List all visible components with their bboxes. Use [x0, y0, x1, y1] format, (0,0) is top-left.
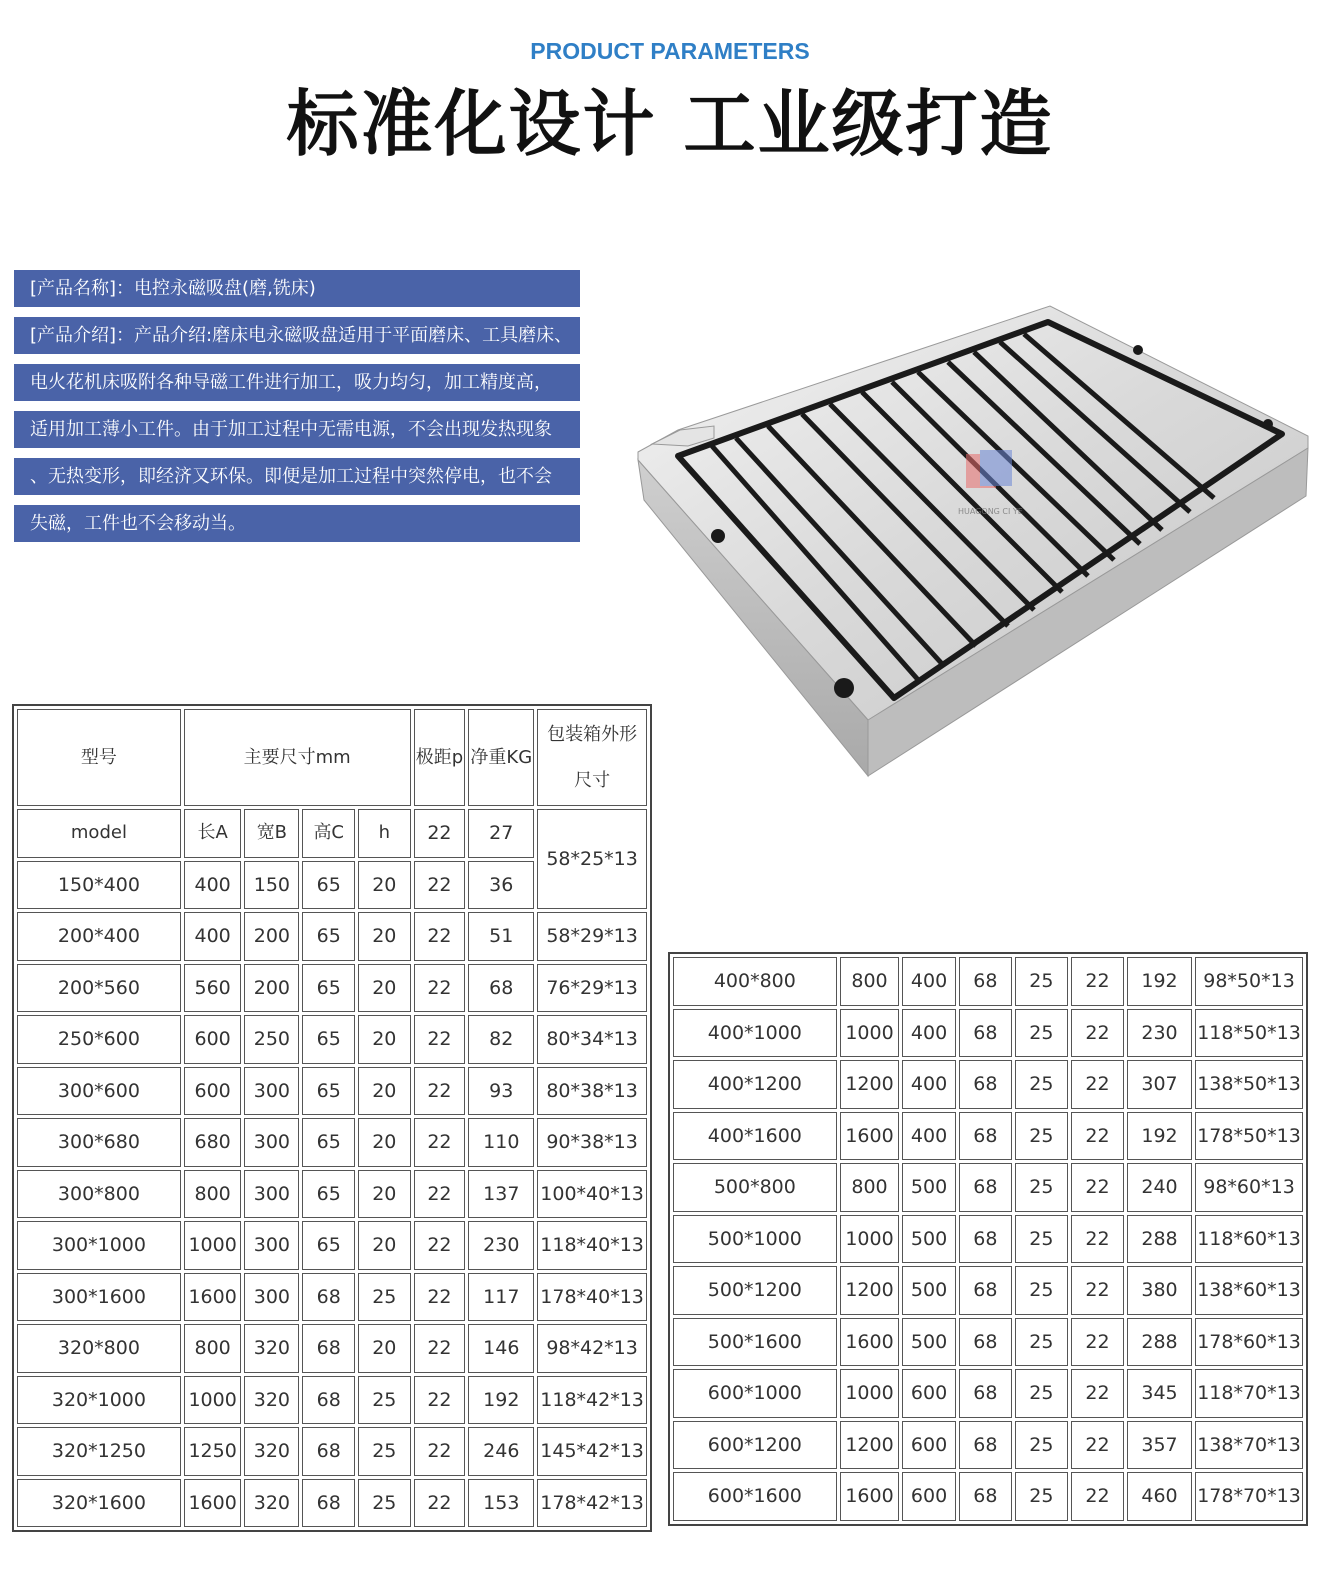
table-cell: 22: [414, 1427, 466, 1476]
table-cell: 25: [1015, 1112, 1068, 1161]
table-cell: 80*34*13: [537, 1015, 647, 1064]
info-line: 失磁，工件也不会移动当。: [14, 505, 580, 542]
table-cell: 400*1000: [673, 1009, 837, 1058]
table-cell: 320: [244, 1479, 299, 1528]
table-cell: 320*1000: [17, 1376, 181, 1425]
subheader-b: 宽B: [244, 809, 299, 858]
header-weight: 净重KG: [468, 709, 534, 806]
table-cell: 22: [414, 1221, 466, 1270]
table-cell: 192: [1127, 957, 1192, 1006]
spec-table-left: [12, 704, 652, 1532]
table-cell: 1000: [184, 1376, 242, 1425]
product-info: [14, 270, 580, 552]
table-cell: 22: [414, 1118, 466, 1167]
table-cell: 68: [959, 1009, 1012, 1058]
table-cell: 68: [959, 1163, 1012, 1212]
table-cell: 22: [1071, 1266, 1124, 1315]
table-cell: 22: [414, 912, 466, 961]
table-cell: 65: [302, 964, 355, 1013]
table-cell: 246: [468, 1427, 534, 1476]
table-cell: 320*1600: [17, 1479, 181, 1528]
table-row: [17, 1479, 647, 1528]
table-cell: 22: [1071, 1472, 1124, 1521]
table-cell: 400: [902, 1112, 955, 1161]
table-cell: 22: [1071, 1112, 1124, 1161]
header-box: [537, 709, 647, 806]
table-cell: 25: [358, 1376, 410, 1425]
table-cell: 76*29*13: [537, 964, 647, 1013]
table-cell: 178*40*13: [537, 1273, 647, 1322]
table-cell: 1000: [840, 1369, 900, 1418]
table-cell: 22: [1071, 1163, 1124, 1212]
table-cell: 300*600: [17, 1067, 181, 1116]
table-cell: 68: [468, 964, 534, 1013]
table-row: [673, 1472, 1303, 1521]
table-cell: 98*60*13: [1195, 1163, 1303, 1212]
subheader-h: h: [358, 809, 410, 858]
table-cell: 22: [1071, 1009, 1124, 1058]
magnetic-chuck-image: [630, 300, 1320, 790]
table-cell: 22: [1071, 1421, 1124, 1470]
table-header-row: [17, 709, 647, 806]
table-cell: 1000: [184, 1221, 242, 1270]
table-row: [17, 1118, 647, 1167]
table-cell: 65: [302, 1067, 355, 1116]
table-cell: 200: [244, 964, 299, 1013]
table-cell: 22: [414, 1324, 466, 1373]
table-cell: 117: [468, 1273, 534, 1322]
table-cell: 20: [358, 1170, 410, 1219]
table-cell: 357: [1127, 1421, 1192, 1470]
table-row: [673, 957, 1303, 1006]
table-cell: 20: [358, 1118, 410, 1167]
table-cell: 25: [1015, 1266, 1068, 1315]
table-row: [17, 964, 647, 1013]
table-row: [17, 1067, 647, 1116]
table-cell: 65: [302, 1015, 355, 1064]
table-cell: 20: [358, 1067, 410, 1116]
table-cell: 680: [184, 1118, 242, 1167]
table-cell: 600: [184, 1067, 242, 1116]
table-cell: 98*42*13: [537, 1324, 647, 1373]
table-cell: 1200: [840, 1421, 900, 1470]
table-cell: 300: [244, 1221, 299, 1270]
table-cell: 600: [184, 1015, 242, 1064]
table-row: [673, 1009, 1303, 1058]
table-cell: 460: [1127, 1472, 1192, 1521]
table-cell: 192: [468, 1376, 534, 1425]
table-cell: 800: [184, 1170, 242, 1219]
table-cell: 300: [244, 1170, 299, 1219]
table-cell: 25: [1015, 1472, 1068, 1521]
table-cell: 500*1200: [673, 1266, 837, 1315]
table-cell: 1200: [840, 1060, 900, 1109]
table-cell: 345: [1127, 1369, 1192, 1418]
table-cell: 22: [414, 1170, 466, 1219]
table-cell: 68: [302, 1479, 355, 1528]
table-cell: 22: [414, 1015, 466, 1064]
table-cell: 1600: [840, 1318, 900, 1367]
table-cell: 500*1000: [673, 1215, 837, 1264]
table-cell: 400: [902, 1060, 955, 1109]
table-cell: 82: [468, 1015, 534, 1064]
table-row: [673, 1421, 1303, 1470]
table-cell: 600*1200: [673, 1421, 837, 1470]
header-box-line1: 包装箱外形: [547, 723, 638, 745]
table-row: [673, 1266, 1303, 1315]
table-cell: 68: [959, 1266, 1012, 1315]
table-cell: 500: [902, 1215, 955, 1264]
table-cell: 22: [414, 861, 466, 910]
table-cell: 25: [358, 1479, 410, 1528]
table-cell: 600*1000: [673, 1369, 837, 1418]
table-cell: 110: [468, 1118, 534, 1167]
table-cell: 68: [959, 1369, 1012, 1418]
table-cell: 300*680: [17, 1118, 181, 1167]
header-pole: 极距p: [414, 709, 466, 806]
info-line: [产品介绍]：产品介绍:磨床电永磁吸盘适用于平面磨床、工具磨床、: [14, 317, 580, 354]
table-cell: 98*50*13: [1195, 957, 1303, 1006]
table-cell: 25: [1015, 1060, 1068, 1109]
table-cell: 100*40*13: [537, 1170, 647, 1219]
table-cell: 1600: [184, 1273, 242, 1322]
table-row: [673, 1369, 1303, 1418]
table-cell: 400*1600: [673, 1112, 837, 1161]
table-cell: 600: [902, 1472, 955, 1521]
table-cell: 22: [1071, 957, 1124, 1006]
table-cell: 600: [902, 1369, 955, 1418]
table-cell: 65: [302, 1170, 355, 1219]
table-cell: 68: [959, 1215, 1012, 1264]
table-cell: 250*600: [17, 1015, 181, 1064]
header-box-line2: 尺寸: [574, 769, 611, 791]
table-cell: 138*60*13: [1195, 1266, 1303, 1315]
table-cell: 68: [959, 957, 1012, 1006]
table-cell: 90*38*13: [537, 1118, 647, 1167]
table-row: [673, 1060, 1303, 1109]
table-cell: 307: [1127, 1060, 1192, 1109]
table-cell: 68: [959, 1318, 1012, 1367]
table-cell: 68: [959, 1060, 1012, 1109]
table-cell: 230: [468, 1221, 534, 1270]
header-model: 型号: [17, 709, 181, 806]
table-row: [17, 1376, 647, 1425]
table-cell: 600*1600: [673, 1472, 837, 1521]
table-cell: 320*1250: [17, 1427, 181, 1476]
table-cell: 300*800: [17, 1170, 181, 1219]
table-cell: 36: [468, 861, 534, 910]
table-cell: 150: [244, 861, 299, 910]
table-cell: 1250: [184, 1427, 242, 1476]
table-cell: 65: [302, 1118, 355, 1167]
table-cell: 1600: [840, 1472, 900, 1521]
table-row: [17, 1170, 647, 1219]
table-cell: 68: [302, 1427, 355, 1476]
table-cell: 65: [302, 912, 355, 961]
table-cell: 400*800: [673, 957, 837, 1006]
table-cell: 320: [244, 1427, 299, 1476]
table-cell: 22: [414, 1067, 466, 1116]
table-cell: 68: [302, 1324, 355, 1373]
table-cell: 138*70*13: [1195, 1421, 1303, 1470]
table-cell: 800: [840, 1163, 900, 1212]
table-cell: 178*60*13: [1195, 1318, 1303, 1367]
table-cell: 25: [1015, 1369, 1068, 1418]
table-row: [673, 1318, 1303, 1367]
table-cell: 68: [959, 1112, 1012, 1161]
table-cell: 146: [468, 1324, 534, 1373]
subheader-weight: 27: [468, 809, 534, 858]
table-cell: 500*800: [673, 1163, 837, 1212]
table-cell: 22: [414, 1479, 466, 1528]
table-cell: 22: [1071, 1318, 1124, 1367]
info-line: [产品名称]：电控永磁吸盘(磨,铣床): [14, 270, 580, 307]
table-cell: 68: [302, 1376, 355, 1425]
table-cell: 65: [302, 1221, 355, 1270]
table-cell: 22: [414, 1273, 466, 1322]
table-cell: 22: [1071, 1215, 1124, 1264]
table-cell: 400: [902, 957, 955, 1006]
table-row: [17, 1324, 647, 1373]
table-cell: 800: [840, 957, 900, 1006]
table-cell: 600: [902, 1421, 955, 1470]
table-cell: 240: [1127, 1163, 1192, 1212]
table-cell: 200: [244, 912, 299, 961]
table-cell: 22: [414, 964, 466, 1013]
table-cell: 22: [1071, 1369, 1124, 1418]
subheader-pole: 22: [414, 809, 466, 858]
table-cell: 320*800: [17, 1324, 181, 1373]
table-cell: 118*60*13: [1195, 1215, 1303, 1264]
table-cell: 300: [244, 1118, 299, 1167]
table-row: [17, 1221, 647, 1270]
table-cell: 20: [358, 1324, 410, 1373]
table-row: [673, 1112, 1303, 1161]
table-cell: 145*42*13: [537, 1427, 647, 1476]
table-cell: 80*38*13: [537, 1067, 647, 1116]
table-cell: 118*40*13: [537, 1221, 647, 1270]
table-cell: 400: [902, 1009, 955, 1058]
header-dimensions: 主要尺寸mm: [184, 709, 411, 806]
table-cell: 230: [1127, 1009, 1192, 1058]
info-line: 、无热变形，即经济又环保。即便是加工过程中突然停电，也不会: [14, 458, 580, 495]
table-cell: 500: [902, 1163, 955, 1212]
spec-table-right: [668, 952, 1308, 1526]
table-cell: 500: [902, 1266, 955, 1315]
table-cell: 250: [244, 1015, 299, 1064]
table-cell: 118*50*13: [1195, 1009, 1303, 1058]
table-cell: 178*42*13: [537, 1479, 647, 1528]
subheader-c: 高C: [302, 809, 355, 858]
table-cell: 320: [244, 1324, 299, 1373]
table-cell: 137: [468, 1170, 534, 1219]
page-title: 标准化设计 工业级打造: [286, 82, 1054, 166]
table-cell: 25: [1015, 1215, 1068, 1264]
table-cell: 68: [959, 1421, 1012, 1470]
table-cell: 22: [1071, 1060, 1124, 1109]
table-cell: 153: [468, 1479, 534, 1528]
table-row: [17, 1015, 647, 1064]
table-cell: 20: [358, 1221, 410, 1270]
table-cell: 192: [1127, 1112, 1192, 1161]
table-cell: 400*1200: [673, 1060, 837, 1109]
table-cell: 25: [1015, 957, 1068, 1006]
subheader-model: model: [17, 809, 181, 858]
table-cell: 288: [1127, 1215, 1192, 1264]
table-cell: 178*50*13: [1195, 1112, 1303, 1161]
info-line: 电火花机床吸附各种导磁工件进行加工，吸力均匀，加工精度高，: [14, 364, 580, 401]
table-cell: 20: [358, 861, 410, 910]
table-row: [17, 1273, 647, 1322]
table-cell: 25: [358, 1427, 410, 1476]
table-cell: 500: [902, 1318, 955, 1367]
table-cell: 51: [468, 912, 534, 961]
page-subtitle: PRODUCT PARAMETERS: [530, 38, 810, 64]
subheader-a: 长A: [184, 809, 242, 858]
table-row: [17, 1427, 647, 1476]
table-cell: 68: [959, 1472, 1012, 1521]
table-cell: 288: [1127, 1318, 1192, 1367]
table-row: [673, 1163, 1303, 1212]
table-cell: 25: [358, 1273, 410, 1322]
table-cell: 400: [184, 912, 242, 961]
table-cell: 138*50*13: [1195, 1060, 1303, 1109]
table-cell: 22: [414, 1376, 466, 1425]
table-cell: 25: [1015, 1318, 1068, 1367]
table-cell: 118*70*13: [1195, 1369, 1303, 1418]
table-cell: 1200: [840, 1266, 900, 1315]
table-cell: 20: [358, 912, 410, 961]
table-cell: 400: [184, 861, 242, 910]
table-cell: 118*42*13: [537, 1376, 647, 1425]
table-cell: 68: [302, 1273, 355, 1322]
table-cell: 800: [184, 1324, 242, 1373]
table-cell: 1600: [184, 1479, 242, 1528]
table-cell: 200*560: [17, 964, 181, 1013]
table-subheader-row: [17, 809, 647, 858]
table-cell: 1600: [840, 1112, 900, 1161]
table-cell: 20: [358, 1015, 410, 1064]
watermark-text: HUAGONG CI YE: [958, 507, 1023, 516]
table-cell: 65: [302, 861, 355, 910]
subheader-box: 58*25*13: [537, 809, 647, 909]
table-cell: 178*70*13: [1195, 1472, 1303, 1521]
table-cell: 320: [244, 1376, 299, 1425]
table-cell: 25: [1015, 1009, 1068, 1058]
table-cell: 93: [468, 1067, 534, 1116]
info-line: 适用加工薄小工件。由于加工过程中无需电源，不会出现发热现象: [14, 411, 580, 448]
table-cell: 200*400: [17, 912, 181, 961]
table-cell: 300: [244, 1273, 299, 1322]
table-cell: 1000: [840, 1009, 900, 1058]
watermark-logo-icon: [966, 450, 1012, 488]
table-cell: 380: [1127, 1266, 1192, 1315]
table-cell: 150*400: [17, 861, 181, 910]
table-cell: 300*1000: [17, 1221, 181, 1270]
table-cell: 300*1600: [17, 1273, 181, 1322]
table-cell: 1000: [840, 1215, 900, 1264]
table-cell: 25: [1015, 1421, 1068, 1470]
table-cell: 560: [184, 964, 242, 1013]
table-cell: 20: [358, 964, 410, 1013]
table-cell: 500*1600: [673, 1318, 837, 1367]
table-cell: 300: [244, 1067, 299, 1116]
table-row: [17, 912, 647, 961]
table-row: [673, 1215, 1303, 1264]
table-cell: 58*29*13: [537, 912, 647, 961]
table-cell: 25: [1015, 1163, 1068, 1212]
